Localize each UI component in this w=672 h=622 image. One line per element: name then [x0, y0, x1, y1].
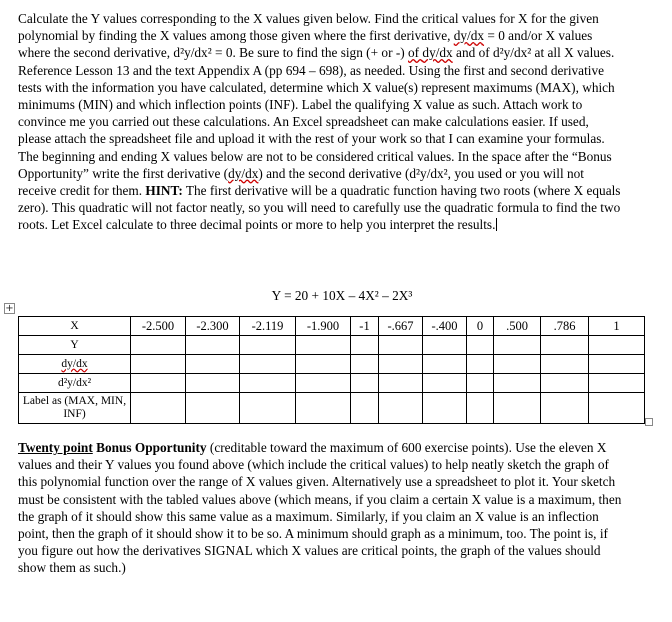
x-value-cell[interactable]: -1.900	[296, 317, 351, 336]
empty-cell[interactable]	[186, 336, 240, 355]
x-value-cell[interactable]: -2.500	[131, 317, 186, 336]
x-value-cell[interactable]: -.400	[423, 317, 467, 336]
empty-cell[interactable]	[131, 374, 186, 393]
empty-cell[interactable]	[494, 393, 541, 424]
empty-cell[interactable]	[379, 336, 423, 355]
x-value-cell[interactable]: -2.300	[186, 317, 240, 336]
empty-cell[interactable]	[494, 355, 541, 374]
empty-cell[interactable]	[131, 393, 186, 424]
dydx-term-3: dy/dx	[228, 165, 259, 181]
empty-cell[interactable]	[467, 393, 494, 424]
empty-cell[interactable]	[379, 355, 423, 374]
empty-cell[interactable]	[467, 336, 494, 355]
empty-cell[interactable]	[423, 374, 467, 393]
empty-cell[interactable]	[589, 393, 645, 424]
x-value-cell[interactable]: -.667	[379, 317, 423, 336]
bonus-title: Bonus Opportunity	[92, 440, 207, 455]
empty-cell[interactable]	[240, 355, 296, 374]
x-value-cell[interactable]: -1	[351, 317, 379, 336]
empty-cell[interactable]	[541, 336, 589, 355]
instructions-text-2: = 0 and/or X values where the second derivative, d²y/dx² = 0. Be sure to find the sign (+ or -)	[18, 28, 593, 61]
empty-cell[interactable]	[494, 374, 541, 393]
empty-cell[interactable]	[131, 336, 186, 355]
x-value-cell[interactable]: 0	[467, 317, 494, 336]
hint-label: HINT:	[145, 183, 183, 199]
empty-cell[interactable]	[379, 393, 423, 424]
empty-cell[interactable]	[589, 336, 645, 355]
values-table	[18, 316, 645, 424]
x-value-cell[interactable]: 1	[589, 317, 645, 336]
empty-cell[interactable]	[240, 336, 296, 355]
empty-cell[interactable]	[351, 336, 379, 355]
row-label-classification[interactable]: Label as (MAX, MIN, INF)	[19, 393, 131, 424]
table-row-label	[19, 393, 645, 424]
empty-cell[interactable]	[541, 355, 589, 374]
equation: Y = 20 + 10X – 4X² – 2X³	[271, 288, 413, 303]
table-move-handle-icon[interactable]: +	[5, 303, 14, 314]
bonus-paragraph	[18, 439, 623, 577]
empty-cell[interactable]	[296, 374, 351, 393]
table-row-x	[19, 317, 645, 336]
empty-cell[interactable]	[541, 393, 589, 424]
instructions-text-4: ) and the second derivative (d²y/dx², you used or you will not receive credit for them.	[18, 165, 584, 199]
text-cursor	[496, 218, 497, 231]
table-resize-handle[interactable]	[645, 418, 653, 426]
empty-cell[interactable]	[351, 374, 379, 393]
instructions-text-3: and of d²y/dx² at all X values. Reference Lesson 13 and the text Appendix A (pp 694 – 698), as needed. Using the first and second derivative tests with the information you have calculated, determine which X value(s) represent maximums (MAX), which minimums (MIN) and which inflection points (INF). Label the qualifying X value as such. Attach work to convince me you carried out these calculations. An Excel spreadsheet can make calculations easier. If used, please attach the spreadsheet file and upload it with the rest of your work so that I can examine your formulas. The beginning and ending X values below are not to be considered critical values. In the space after the “Bonus Opportunity” write the first derivative (	[18, 45, 615, 181]
empty-cell[interactable]	[351, 355, 379, 374]
empty-cell[interactable]	[423, 336, 467, 355]
empty-cell[interactable]	[541, 374, 589, 393]
empty-cell[interactable]	[589, 374, 645, 393]
row-label-dydx[interactable]: dy/dx	[19, 355, 131, 374]
empty-cell[interactable]	[351, 393, 379, 424]
bonus-body: (creditable toward the maximum of 600 exercise points). Use the eleven X values and their Y values you found above (which include the critical values) to help neatly sketch the graph of this polynomial function over the range of X values given. Alternatively use a spreadsheet to plot it. Your sketch must be consistent with the tabled values above (which means, if you claim a certain X value is a maximum, then the graph of it should show this same value as a maximum. Similarly, if you claim an X value is an inflection point, then the graph of it should show it to be so. A minimum should graph as a minimum, too. The point is, if you figure out how the derivatives SIGNAL which X values are critical points, the graph of the values should show them as such.)	[18, 440, 622, 576]
table-row-y	[19, 336, 645, 355]
table-row-first-derivative	[19, 355, 645, 374]
row-label-y[interactable]: Y	[19, 336, 131, 355]
empty-cell[interactable]	[296, 355, 351, 374]
empty-cell[interactable]	[423, 355, 467, 374]
row-label-x[interactable]: X	[19, 317, 131, 336]
empty-cell[interactable]	[467, 355, 494, 374]
empty-cell[interactable]	[296, 336, 351, 355]
empty-cell[interactable]	[186, 393, 240, 424]
empty-cell[interactable]	[186, 355, 240, 374]
empty-cell[interactable]	[240, 374, 296, 393]
instructions-paragraph	[18, 10, 623, 234]
instructions-text-1: Calculate the Y values corresponding to the X values given below. Find the critical values for X for the given polynomial by finding the X values among those given where the first derivative,	[18, 11, 599, 44]
empty-cell[interactable]	[467, 374, 494, 393]
empty-cell[interactable]	[423, 393, 467, 424]
empty-cell[interactable]	[589, 355, 645, 374]
dydx-term-2: dy/dx	[422, 45, 453, 61]
empty-cell[interactable]	[240, 393, 296, 424]
empty-cell[interactable]	[296, 393, 351, 424]
instructions-text-5: The first derivative will be a quadratic function having two roots (where X equals zero). This quadratic will not factor neatly, so you will need to carefully use the quadratic formula to find the two roots. Let Excel calculate to three decimal points or more to help you interpret the results.	[18, 183, 621, 233]
empty-cell[interactable]	[379, 374, 423, 393]
x-value-cell[interactable]: .786	[541, 317, 589, 336]
empty-cell[interactable]	[131, 355, 186, 374]
of-word: of	[408, 45, 423, 61]
dydx-term-1: dy/dx	[453, 28, 485, 44]
empty-cell[interactable]	[494, 336, 541, 355]
table-row-second-derivative	[19, 374, 645, 393]
bonus-title-underlined: Twenty point	[18, 440, 93, 455]
x-value-cell[interactable]: .500	[494, 317, 541, 336]
row-label-d2ydx2[interactable]: d²y/dx²	[19, 374, 131, 393]
empty-cell[interactable]	[186, 374, 240, 393]
x-value-cell[interactable]: -2.119	[240, 317, 296, 336]
